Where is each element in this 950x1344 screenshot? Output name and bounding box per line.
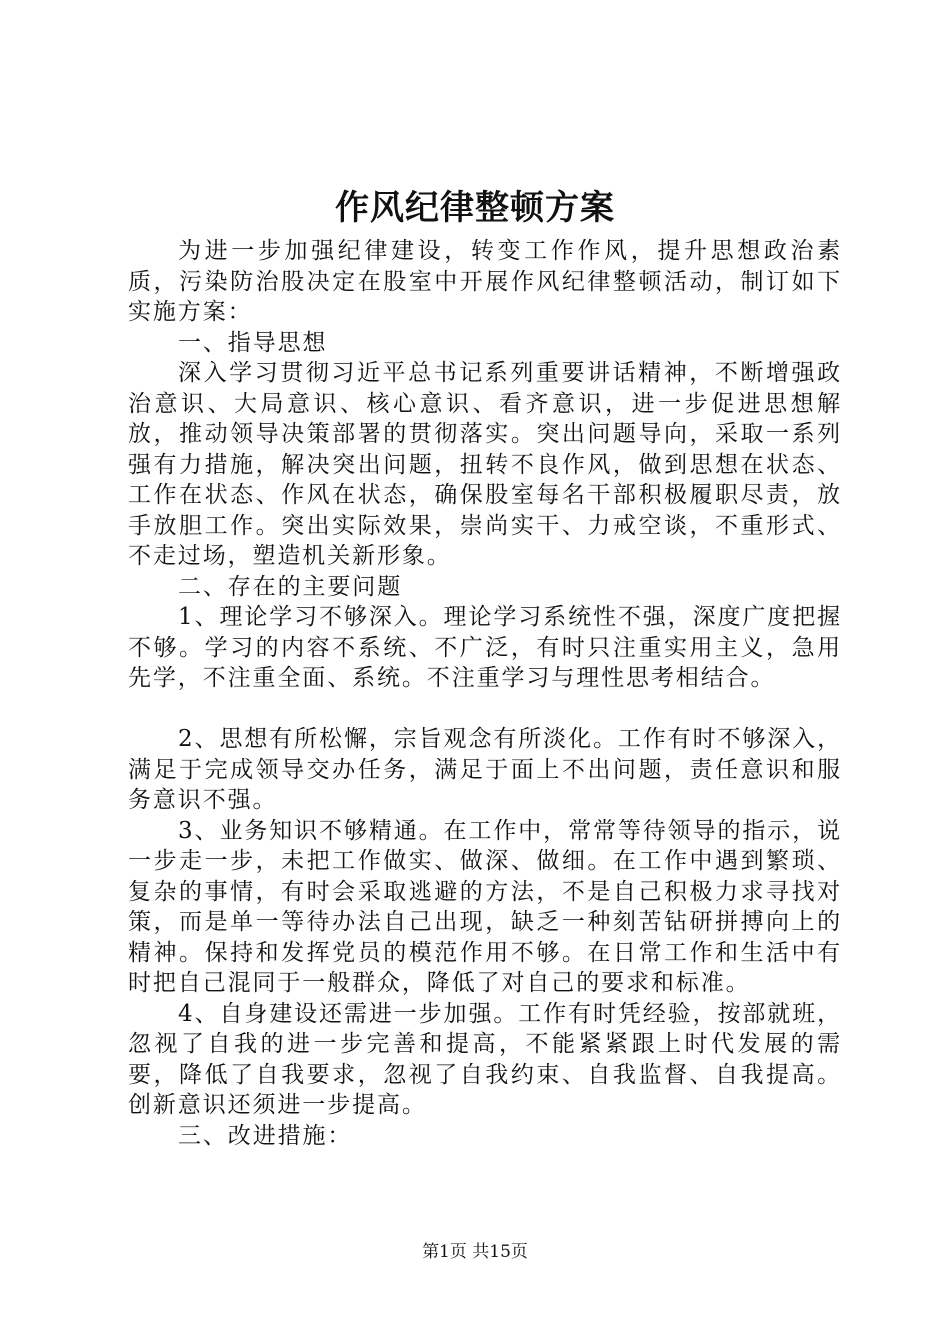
problem-item-4: 4、自身建设还需进一步加强。工作有时凭经验，按部就班，忽视了自我的进一步完善和提高，不能紧紧跟上时代发展的需要，降低了自我要求，忽视了自我约束、自我监督、自我提高。创新意识还须进一步提高。 [128, 1000, 842, 1118]
section-heading-main-problems: 二、存在的主要问题 [178, 573, 403, 600]
section-heading-guiding-thought: 一、指导思想 [178, 329, 328, 356]
problem-item-2: 2、思想有所松懈，宗旨观念有所淡化。工作有时不够深入，满足于完成领导交办任务，满足于面上不出问题，责任意识和服务意识不强。 [128, 726, 842, 813]
document-title: 作风纪律整顿方案 [335, 188, 615, 228]
page-number-footer: 第1页 共15页 [422, 1242, 528, 1262]
intro-paragraph: 为进一步加强纪律建设，转变工作作风，提升思想政治素质，污染防治股决定在股室中开展作风纪律整顿活动，制订如下实施方案： [128, 238, 842, 325]
guiding-thought-paragraph: 深入学习贯彻习近平总书记系列重要讲话精神，不断增强政治意识、大局意识、核心意识、看齐意识，进一步促进思想解放，推动领导决策部署的贯彻落实。突出问题导向，采取一系列强有力措施，解决突出问题，扭转不良作风，做到思想在状态、工作在状态、作风在状态，确保股室每名干部积极履职尽责，放手放胆工作。突出实际效果，崇尚实干、力戒空谈，不重形式、不走过场，塑造机关新形象。 [128, 360, 842, 569]
section-heading-improvement-measures: 三、改进措施： [178, 1122, 353, 1149]
paragraph-spacer [128, 694, 842, 725]
problem-item-3: 3、业务知识不够精通。在工作中，常常等待领导的指示，说一步走一步，未把工作做实、做深、做细。在工作中遇到繁琐、复杂的事情，有时会采取逃避的方法，不是自己积极力求寻找对策，而是单一等待办法自己出现，缺乏一种刻苦钻研拼搏向上的精神。保持和发挥党员的模范作用不够。在日常工作和生活中有时把自己混同于一般群众，降低了对自己的要求和标准。 [128, 817, 842, 996]
problem-item-1: 1、理论学习不够深入。理论学习系统性不强，深度广度把握不够。学习的内容不系统、不广泛，有时只注重实用主义，急用先学，不注重全面、系统。不注重学习与理性思考相结合。 [128, 604, 842, 691]
document-body [128, 236, 842, 1151]
